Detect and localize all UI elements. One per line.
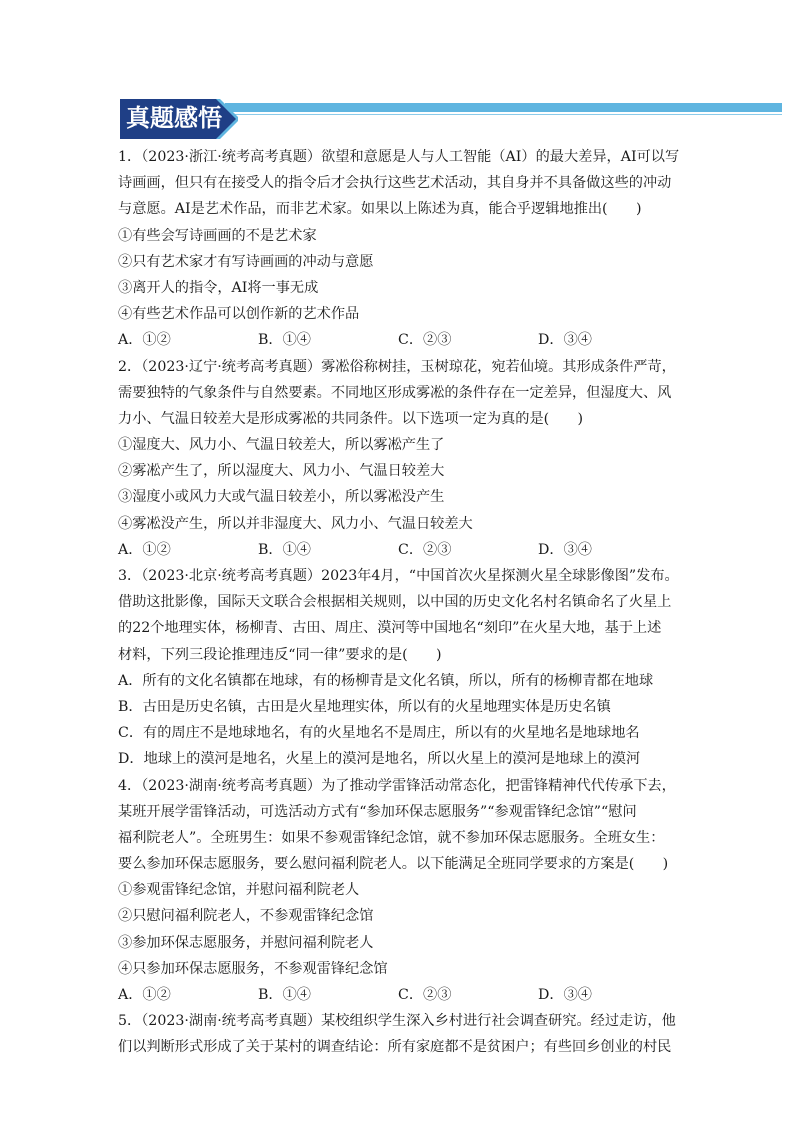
statement-item: A．所有的文化名镇都在地球，有的杨柳青是文化名镇，所以，所有的杨柳青都在地球	[118, 672, 654, 689]
question-3	[118, 563, 688, 773]
answer-option[interactable]: A．①②	[118, 541, 171, 558]
question-stem-line: 要么参加环保志愿服务，要么慰问福利院老人。以下能满足全班同学要求的方案是( )	[118, 856, 669, 873]
statement-item: ②雾凇产生了，所以湿度大、风力小、气温日较差大	[118, 463, 445, 480]
statement-item: ③离开人的指令，AI将一事无成	[118, 279, 319, 296]
statement-item: C．有的周庄不是地球地名，有的火星地名不是周庄，所以有的火星地名是地球地名	[118, 725, 640, 742]
answer-options	[118, 982, 688, 1008]
question-stem-line: 5．（2023·湖南·统考高考真题）某校组织学生深入乡村进行社会调查研究。经过走访，他	[118, 1013, 676, 1030]
question-stem-line: 1．（2023·浙江·统考高考真题）欲望和意愿是人与人工智能（AI）的最大差异，AI可以写	[118, 149, 680, 165]
question-5	[118, 1008, 688, 1060]
answer-option[interactable]: C．②③	[398, 332, 452, 349]
answer-option[interactable]: C．②③	[398, 987, 452, 1003]
statement-item: ③参加环保志愿服务，并慰问福利院老人	[118, 934, 374, 951]
question-stem-line: 的22个地理实体，杨柳青、古田、周庄、漠河等中国地名“刻印”在火星大地，基于上述	[118, 620, 662, 637]
question-stem-line: 3．（2023·北京·统考高考真题）2023年4月，“中国首次火星探测火星全球影像图”发布。	[118, 568, 679, 584]
question-stem-line: 借助这批影像，国际天文联合会根据相关规则，以中国的历史文化名村名镇命名了火星上	[118, 594, 672, 611]
answer-option[interactable]: A．①②	[118, 332, 171, 349]
question-stem-line: 4．（2023·湖南·统考高考真题）为了推动学雷锋活动常态化，把雷锋精神代代传承下去，	[118, 777, 676, 794]
banner-thin-line	[225, 114, 782, 115]
answer-options	[118, 327, 688, 353]
statement-item: ③湿度小或风力大或气温日较差小，所以雾凇没产生	[118, 489, 445, 506]
answer-option[interactable]: C．②③	[398, 541, 452, 558]
question-4	[118, 773, 688, 1009]
question-stem-line: 需要独特的气象条件与自然要素。不同地区形成雾凇的条件存在一定差异，但湿度大、风	[118, 384, 672, 401]
question-stem-line: 诗画画，但只有在接受人的指令后才会执行这些艺术活动，其自身并不具备做这些的冲动	[118, 175, 672, 192]
question-stem-line: 力小、气温日较差大是形成雾凇的共同条件。以下选项一定为真的是( )	[118, 410, 584, 427]
banner-stripe	[225, 103, 782, 112]
section-banner	[120, 99, 782, 139]
statement-item: D．地球上的漠河是地名，火星上的漠河是地名，所以火星上的漠河是地球上的漠河	[118, 751, 641, 768]
statement-item: ①参观雷锋纪念馆，并慰问福利院老人	[118, 882, 360, 899]
statement-item: ④只参加环保志愿服务，不参观雷锋纪念馆	[118, 960, 388, 977]
answer-options	[118, 537, 688, 563]
question-stem-line: 与意愿。AI是艺术作品，而非艺术家。如果以上陈述为真，能合乎逻辑地推出( )	[118, 201, 642, 218]
statement-item: ①湿度大、风力小、气温日较差大，所以雾凇产生了	[118, 437, 445, 454]
statement-item: ④雾凇没产生，所以并非湿度大、风力小、气温日较差大	[118, 515, 473, 532]
question-1	[118, 144, 688, 354]
answer-option[interactable]: D．③④	[538, 541, 592, 558]
question-stem-line: 材料，下列三段论推理违反“同一律”要求的是( )	[118, 646, 442, 663]
question-stem-line: 福利院老人”。全班男生：如果不参观雷锋纪念馆，就不参加环保志愿服务。全班女生：	[118, 829, 665, 846]
answer-option[interactable]: D．③④	[538, 987, 592, 1003]
answer-option[interactable]: B．①④	[258, 332, 311, 349]
answer-option[interactable]: B．①④	[258, 987, 311, 1003]
question-stem-line: 2．（2023·辽宁·统考高考真题）雾凇俗称树挂，玉树琼花，宛若仙境。其形成条件严苛，	[118, 358, 676, 375]
statement-item: ②只有艺术家才有写诗画画的冲动与意愿	[118, 253, 374, 270]
answer-option[interactable]: A．①②	[118, 987, 171, 1003]
question-list	[118, 144, 688, 1061]
statement-item: B．古田是历史名镇，古田是火星地理实体，所以有的火星地理实体是历史名镇	[118, 698, 611, 715]
statement-item: ②只慰问福利院老人，不参观雷锋纪念馆	[118, 908, 374, 925]
statement-item: ④有些艺术作品可以创作新的艺术作品	[118, 306, 360, 323]
question-2	[118, 354, 688, 564]
question-stem-line: 某班开展学雷锋活动，可选活动方式有“参加环保志愿服务”“参观雷锋纪念馆”“慰问	[118, 803, 637, 820]
section-title: 真题感悟	[126, 104, 222, 132]
answer-option[interactable]: D．③④	[538, 332, 592, 349]
question-stem-line: 们以判断形式形成了关于某村的调查结论：所有家庭都不是贫困户；有些回乡创业的村民	[118, 1039, 672, 1056]
answer-option[interactable]: B．①④	[258, 541, 311, 558]
statement-item: ①有些会写诗画画的不是艺术家	[118, 227, 317, 244]
